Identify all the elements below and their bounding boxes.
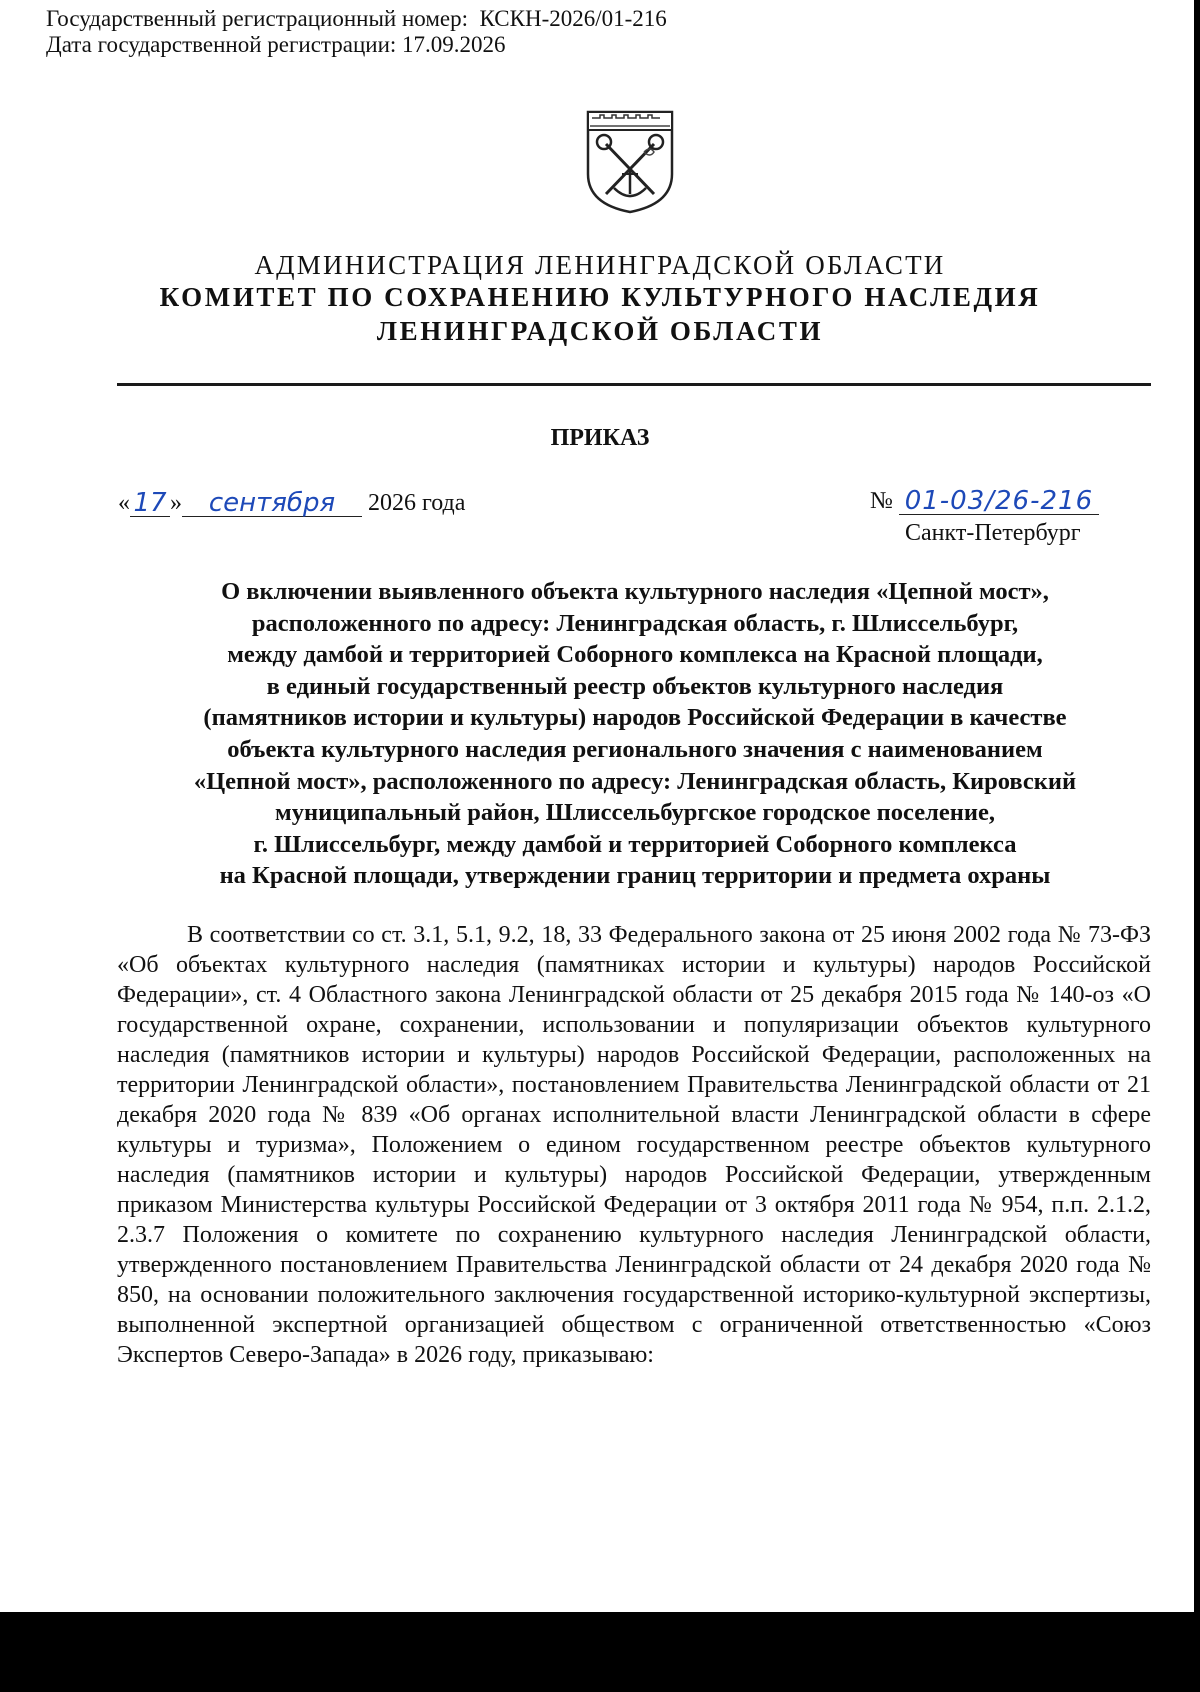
document-type: ПРИКАЗ <box>550 425 650 451</box>
title-line: в единый государственный реестр объектов культурного наследия <box>266 672 1004 700</box>
committee-name-region: ЛЕНИНГРАДСКОЙ ОБЛАСТИ <box>376 316 824 346</box>
title-line: (памятников истории и культуры) народов Российской Федерации в качестве <box>203 704 1067 732</box>
registration-date: Дата государственной регистрации: 17.09.2026 <box>46 32 506 57</box>
scan-edge-bottom <box>0 1612 1200 1692</box>
title-line: муниципальный район, Шлиссельбургское городское поселение, <box>275 799 995 827</box>
administration-name: АДМИНИСТРАЦИЯ ЛЕНИНГРАДСКОЙ ОБЛАСТИ <box>254 250 946 280</box>
date-open-quote: « <box>118 490 130 516</box>
order-title <box>118 576 1152 892</box>
coat-of-arms-icon <box>584 108 676 216</box>
order-number <box>870 488 1099 515</box>
scan-edge-right <box>1194 0 1200 1612</box>
title-line: объекта культурного наследия регионального значения с наименованием <box>227 735 1043 763</box>
header-divider <box>117 383 1151 386</box>
date-month-handwritten: сентября <box>182 490 362 517</box>
title-line: «Цепной мост», расположенного по адресу: Ленинградская область, Кировский <box>193 767 1077 795</box>
registration-stamp <box>46 6 667 58</box>
date-year: 2026 года <box>368 490 466 516</box>
title-line: О включении выявленного объекта культурного наследия «Цепной мост», <box>221 578 1049 605</box>
title-line: между дамбой и территорией Соборного комплекса на Красной площади, <box>227 641 1043 669</box>
city: Санкт-Петербург <box>905 520 1081 546</box>
order-preamble <box>117 920 1151 1370</box>
order-date <box>118 490 465 517</box>
order-number-handwritten: 01-03/26-216 <box>899 488 1099 515</box>
order-number-prefix: № <box>870 488 899 514</box>
title-line: на Красной площади, утверждении границ территории и предмета охраны <box>219 862 1051 890</box>
date-day-handwritten: 17 <box>130 490 170 517</box>
title-line: расположенного по адресу: Ленинградская область, г. Шлиссельбург, <box>251 609 1019 637</box>
date-close-quote: » <box>170 490 182 516</box>
committee-name: КОМИТЕТ ПО СОХРАНЕНИЮ КУЛЬТУРНОГО НАСЛЕДИЯ <box>159 282 1041 312</box>
title-line: г. Шлиссельбург, между дамбой и территорией Соборного комплекса <box>253 830 1017 858</box>
registration-number: Государственный регистрационный номер: КСКН-2026/01-216 <box>46 6 667 31</box>
preamble-paragraph: В соответствии со ст. 3.1, 5.1, 9.2, 18, 33 Федерального закона от 25 июня 2002 года № 73-ФЗ «Об объектах культурного наследия (памятниках истории и культуры) народов Российской Федерации», ст. 4 Областного закона Ленинградской области от 25 декабря 2015 года № 140-оз «О государственной охране, сохранении, использовании и популяризации объектов культурного наследия (памятников истории и культуры) народов Российской Федерации, расположенных на территории Ленинградской области», постановлением Правительства Ленинградской области от 21 декабря 2020 года № 839 «Об органах исполнительной власти Ленинградской области в сфере культуры и туризма», Положением о едином государственном реестре объектов культурного наследия (памятников истории и культуры) народов Российской Федерации, утвержденным приказом Министерства культуры Российской Федерации от 3 октября 2011 года № 954, п.п. 2.1.2, 2.3.7 Положения о комитете по сохранению культурного наследия Ленинградской области, утвержденного постановлением Правительства Ленинградской области от 24 декабря 2020 года № 850, на основании положительного заключения государственной историко-культурной экспертизы, выполненной экспертной организацией обществом с ограниченной ответственностью «Союз Экспертов Северо-Запада» в 2026 году, приказываю: <box>117 922 1151 1368</box>
